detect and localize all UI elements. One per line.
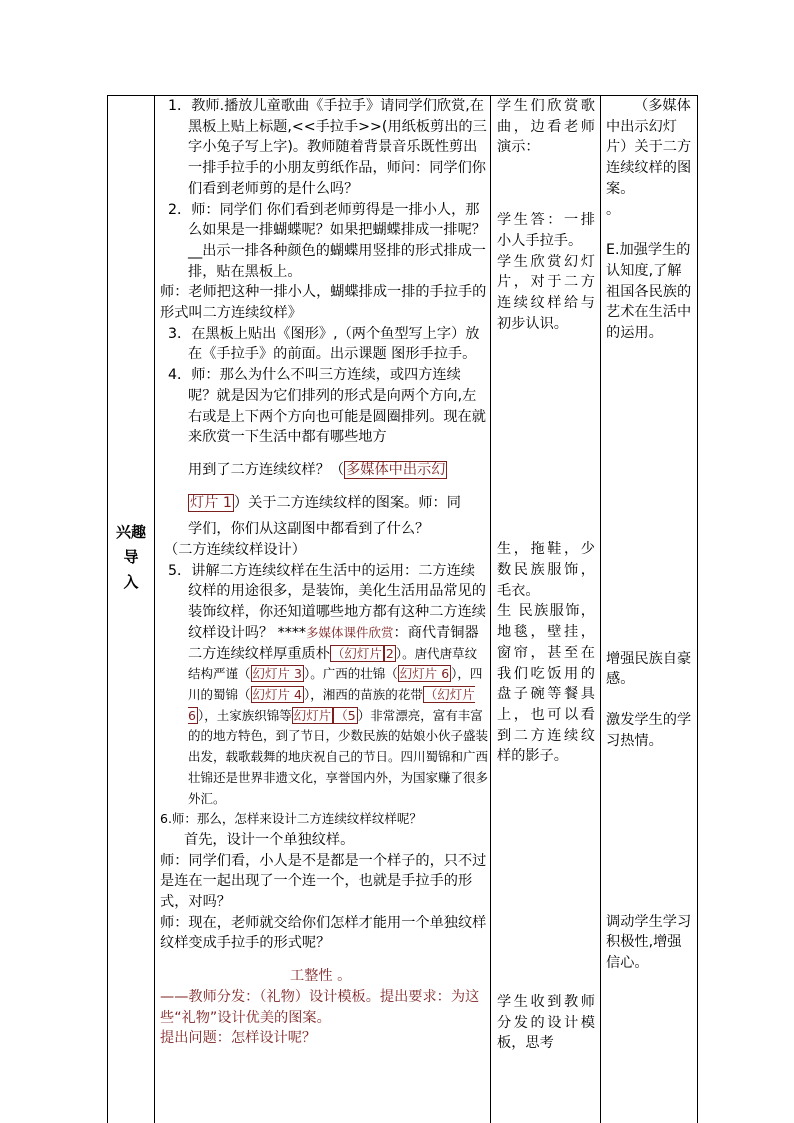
student-activity-6: 学生收到教师分发的设计模板，思考	[497, 994, 595, 1052]
student-activity-4: 生，拖鞋，少数民族服饰，毛衣。	[497, 541, 595, 599]
step-2: 2．师：同学们 你们看到老师剪得是一排小人，那么如果是一排蝴蝶呢？如果把蝴蝶排成一排呢？__出示一排各种颜色的蝴蝶用竖排的形式排成一排，贴在黑板上。	[168, 201, 486, 280]
design-intent-column	[606, 96, 692, 974]
section-label	[113, 520, 149, 595]
table-border-col3	[600, 95, 601, 1123]
step-5f: ），湘西的苗族的花带	[303, 686, 423, 702]
teacher-remark-2: 师：同学们看，小人是不是都是一个样子的，只不过是连在一起出现了一个连一个，也就是手拉手的形式，对吗？	[160, 852, 487, 911]
step-4b-text: 用到了二方连续纹样？（	[188, 461, 345, 478]
first-step: 首先，设计一个单独纹样。	[184, 831, 355, 848]
design-intent-4: 激发学生的学习热情。	[606, 712, 692, 749]
student-activity-2: 学生答：一排小人手拉手。	[497, 212, 595, 249]
student-activity-1: 学生们欣赏歌曲，边看老师演示：	[497, 98, 595, 156]
step-4b	[160, 460, 488, 481]
slide-ref-2a: （幻灯片	[331, 645, 382, 661]
multimedia-note: 多媒体课件欣赏	[306, 624, 394, 640]
design-intent-2: E.加强学生的认知度,了解祖国各民族的艺术在生活中的运用。	[606, 242, 692, 342]
step-4c	[160, 493, 488, 514]
section-label-line2: 导	[123, 548, 139, 566]
slide-ref-5b: （5	[335, 707, 356, 723]
step-5b: ：商代青铜器二方连续纹样厚重质朴	[188, 624, 479, 662]
section-label-line3: 入	[123, 573, 139, 591]
section-label-line1: 兴趣	[115, 523, 146, 541]
slide-ref-1b: 灯片 1	[190, 494, 232, 511]
design-intent-1-dot: 。	[606, 201, 621, 218]
slide-ref-5a: 幻灯片	[293, 707, 332, 723]
step-5h: ）非常漂亮，富有丰富的的地方特色，到了节日，少数民族的姑娘小伙子盛装出发，载歌载舞的地庆祝自己的节日。四川蜀锦和广西壮锦还是世界非遗文化，享誉国内外，为国家赚了很多外汇。	[188, 707, 489, 806]
slide-ref-6b: （幻灯片 6	[188, 686, 475, 723]
table-border-right	[697, 95, 698, 1123]
table-border-col2	[490, 95, 491, 1123]
slide-ref-3: 幻灯片 3	[252, 666, 302, 682]
design-intent-5: 调动学生学习积极性,增强信心。	[606, 913, 692, 971]
neatness-note: 工整性 。	[290, 968, 352, 985]
design-intent-1: （多媒体中出示幻灯片）关于二方连续纹样的图案。	[606, 98, 692, 197]
step-3: 3．在黑板上贴出《图形》,（两个鱼型写上字）放在《手拉手》的前面。出示课题 图形手拉手。	[168, 325, 480, 363]
slide-ref-2b: 2	[385, 645, 394, 661]
student-activity-5: 生 民族服饰，地毯，壁挂，窗帘，甚至在我们吃饭用的盘子碗等餐具上，也可以看到二方连续纹样的影子。	[497, 603, 595, 765]
step-4a: 4．师：那么为什么不叫三方连续，或四方连续呢？就是因为它们排列的形式是向两个方向,左右或是上下两个方向也可能是圆圈排列。现在就来欣赏一下生活中都有哪些地方	[168, 367, 486, 446]
teacher-remark-3: 师：现在，老师就交给你们怎样才能用一个单独纹样纹样变成手拉手的形式呢？	[160, 914, 487, 952]
step-5c: ）。唐代唐草纹结构严谨（	[188, 645, 478, 682]
table-border-left	[107, 95, 108, 1123]
teacher-remark-1: 师：老师把这种一排小人，蝴蝶排成一排的手拉手的形式叫二方连续纹样》	[160, 284, 487, 322]
step-5d: ）。广西的壮锦（	[303, 666, 398, 682]
design-heading: （二方连续纹样设计）	[164, 542, 306, 559]
step-4d: 学们，你们从这副图中都看到了什么？	[188, 521, 430, 538]
distribute-note: ——教师分发：（礼物）设计模板。提出要求：为这些“礼物”设计优美的图案。	[160, 988, 480, 1026]
step-5	[160, 561, 488, 809]
step-6: 6.师：那么，怎样来设计二方连续纹样纹样呢？	[160, 811, 422, 827]
student-activity-3: 学生欣赏幻灯片，对于二方连续纹样给与初步认识。	[497, 253, 595, 332]
teaching-process-column	[160, 96, 488, 1049]
question-note: 提出问题：怎样设计呢？	[160, 1030, 317, 1047]
step-1: 1．教师.播放儿童歌曲《手拉手》请同学们欣赏,在黑板上贴上标题,<<手拉手>>(用纸板剪出的三字小兔子写上字)。教师随着背景音乐既性剪出一排手拉手的小朋友剪纸作品，师问：同学们你们看到老师剪的是什么吗？	[168, 98, 487, 197]
step-5a: 5．讲解二方连续纹样在生活中的运用：二方连续纹样的用途很多，是装饰，美化生活用品常见的装饰纹样，你还知道哪些地方都有这种二方连续纹样设计吗？ ****	[168, 562, 486, 641]
step-5g: ），土家族织锦等	[197, 707, 292, 723]
table-border-col1	[154, 95, 155, 1123]
student-activity-column	[497, 96, 595, 1054]
slide-ref-6: 幻灯片 6	[399, 666, 450, 682]
slide-ref-4: 幻灯片 4	[252, 686, 302, 702]
slide-ref-1a: 多媒体中出示幻	[346, 461, 446, 478]
step-4c-text: ）关于二方连续纹样的图案。师：同	[233, 494, 461, 511]
step-5e: ），四川的蜀锦（	[188, 666, 483, 702]
design-intent-3: 增强民族自豪感。	[606, 650, 692, 688]
